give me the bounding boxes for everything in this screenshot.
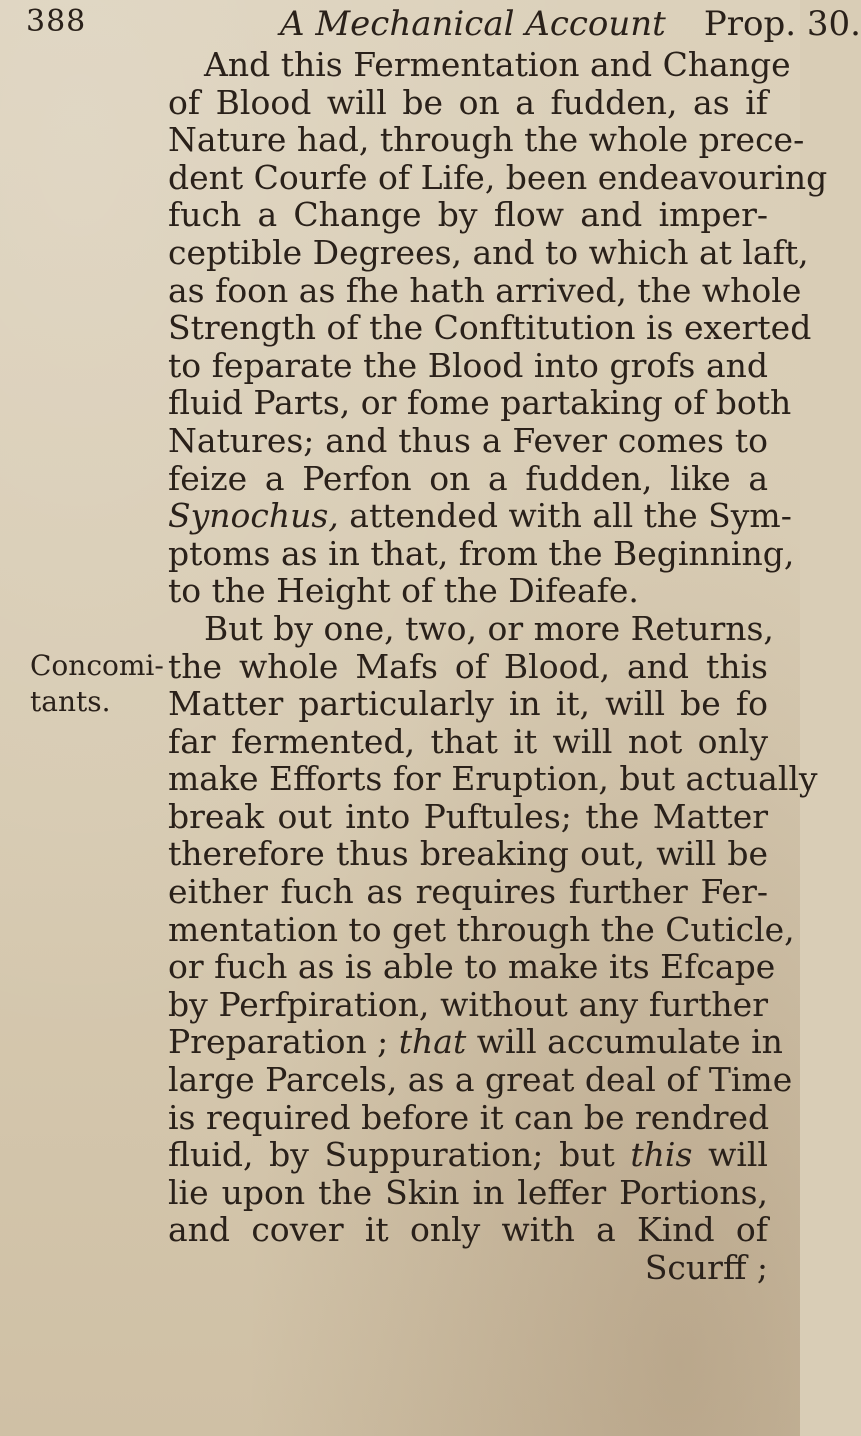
text-line: make Efforts for Eruption, but actually — [168, 759, 818, 799]
text-line: the whole Mafs of Blood, and this — [168, 646, 768, 686]
body-text — [168, 45, 828, 1287]
text-run: fluid, by Suppuration; but — [168, 1135, 631, 1175]
text-line: mentation to get through the Cuticle, — [168, 909, 795, 949]
text-line: Matter particularly in it, will be fo — [168, 684, 768, 724]
text-line — [168, 1136, 768, 1174]
margin-note — [30, 648, 164, 720]
text-line: lie upon the Skin in leffer Portions, — [168, 1172, 768, 1212]
margin-note-line: Concomi- — [30, 649, 164, 682]
text-run: will accumulate in — [466, 1022, 783, 1062]
text-line: But by one, two, or more Returns, — [204, 608, 774, 648]
proposition-number: Prop. 30. — [703, 4, 861, 44]
running-title: A Mechanical Account — [280, 4, 666, 44]
text-line: as foon as fhe hath arrived, the whole — [168, 270, 802, 310]
text-line: or fuch as is able to make its Efcape — [168, 947, 776, 987]
text-line — [168, 1022, 783, 1062]
text-line: to feparate the Blood into grofs and — [168, 345, 768, 385]
text-line: and cover it only with a Kind of — [168, 1210, 768, 1250]
text-line: ceptible Degrees, and to which at laft, — [168, 232, 809, 272]
text-run: attended with all the Sym- — [338, 496, 792, 536]
italic-word: Synochus, — [168, 496, 339, 536]
text-line: to the Height of the Difeafe. — [168, 571, 639, 611]
text-line: break out into Puftules; the Matter — [168, 796, 768, 836]
text-line: by Perfpiration, without any further — [168, 984, 768, 1024]
text-line: ptoms as in that, from the Beginning, — [168, 533, 795, 573]
text-line: fuch a Change by flow and imper- — [168, 195, 768, 235]
text-line: large Parcels, as a great deal of Time — [168, 1060, 793, 1100]
text-line: And this Fermentation and Change — [204, 45, 791, 84]
text-line: therefore thus breaking out, will be — [168, 834, 768, 874]
text-line: dent Courfe of Life, been endeavouring — [168, 157, 828, 197]
text-line — [168, 496, 792, 536]
text-line: Natures; and thus a Fever comes to — [168, 420, 768, 460]
text-line: of Blood will be on a fudden, as if — [168, 82, 768, 122]
text-line: far fermented, that it will not only — [168, 721, 768, 761]
italic-word: this — [630, 1135, 693, 1175]
catchword: Scurff ; — [644, 1248, 768, 1287]
text-line: is required before it can be rendred — [168, 1097, 770, 1137]
running-head — [280, 4, 861, 44]
text-line: Nature had, through the whole prece- — [168, 120, 805, 160]
italic-word: that — [398, 1022, 467, 1062]
text-line: feize a Perfon on a fudden, like a — [168, 458, 768, 498]
text-line: fluid Parts, or fome partaking of both — [168, 383, 792, 423]
page-number: 388 — [26, 4, 87, 39]
text-line: Strength of the Conftitution is exerted — [168, 308, 812, 348]
text-run: Preparation ; — [168, 1022, 399, 1062]
text-line: either fuch as requires further Fer- — [168, 872, 768, 912]
margin-note-line: tants. — [30, 685, 111, 718]
text-run: will — [692, 1135, 768, 1175]
